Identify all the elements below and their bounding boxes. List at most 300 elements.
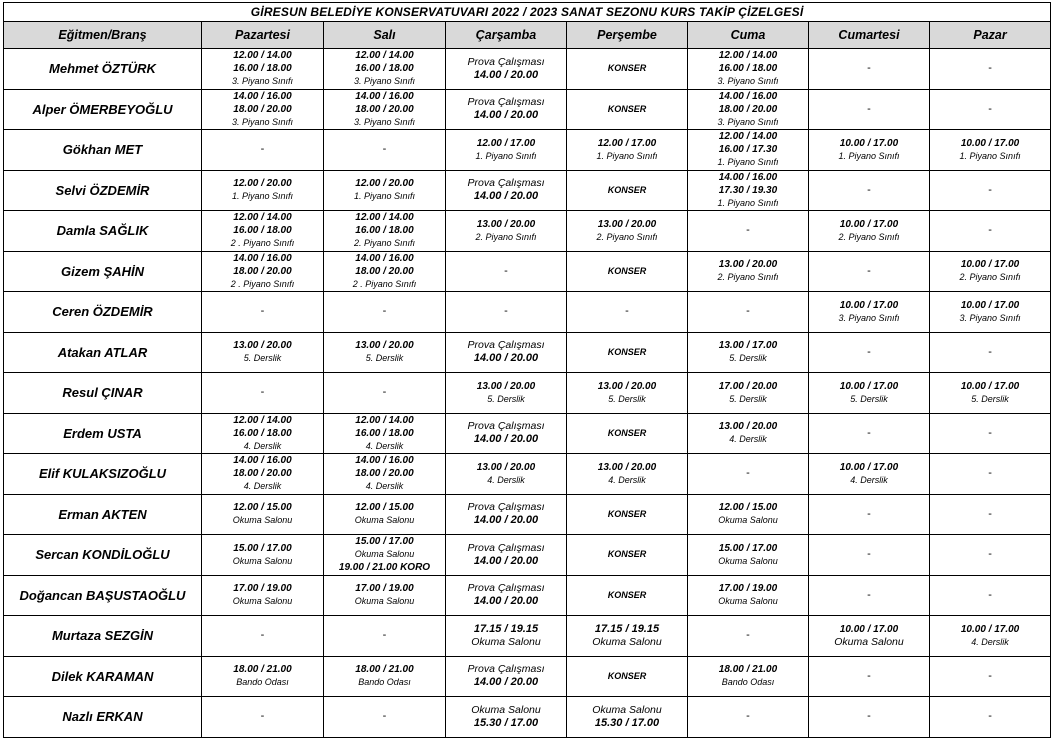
cell-line: 13.00 / 20.00	[718, 421, 778, 433]
cell-line: Okuma Salonu	[718, 555, 778, 566]
cell-line: 10.00 / 17.00	[839, 623, 899, 635]
schedule-cell	[202, 373, 324, 414]
schedule-cell	[324, 697, 446, 738]
schedule-cell	[567, 251, 688, 292]
cell-line: -	[382, 629, 387, 642]
cell-line: 16.00 / 18.00	[233, 225, 292, 237]
cell-line: 14.00 / 16.00	[233, 252, 292, 264]
cell-line: 14.00 / 20.00	[473, 68, 539, 81]
schedule-cell	[324, 130, 446, 171]
schedule-cell	[202, 251, 324, 292]
schedule-cell	[809, 49, 930, 90]
schedule-cell	[202, 454, 324, 495]
cell-line: 12.00 / 14.00	[355, 50, 414, 62]
schedule-cell	[809, 616, 930, 657]
schedule-cell	[688, 332, 809, 373]
cell-line: 17.15 / 19.15	[594, 622, 660, 635]
cell-line: 15.00 / 17.00	[718, 542, 778, 554]
cell-line: 2. Piyano Sınıfı	[717, 272, 779, 283]
schedule-cell	[567, 292, 688, 333]
cell-line: -	[867, 426, 871, 439]
schedule-cell	[930, 535, 1051, 576]
cell-line: KONSER	[607, 63, 647, 74]
cell-line: 5. Derslik	[243, 353, 282, 364]
schedule-cell	[202, 292, 324, 333]
cell-line: -	[988, 710, 992, 723]
schedule-cell	[809, 292, 930, 333]
cell-line: 12.00 / 14.00	[233, 212, 292, 224]
schedule-cell	[202, 656, 324, 697]
cell-line: Okuma Salonu	[354, 549, 415, 560]
cell-line: 13.00 / 20.00	[476, 380, 536, 392]
cell-line: 4. Derslik	[608, 474, 646, 485]
cell-line: Okuma Salonu	[354, 596, 415, 607]
cell-line: 2. Piyano Sınıfı	[353, 238, 416, 249]
header-cell: Cuma	[688, 22, 809, 49]
instructor-name: Resul ÇINAR	[4, 373, 202, 414]
table-row	[4, 575, 1051, 616]
cell-line: -	[260, 386, 265, 399]
schedule-cell	[930, 332, 1051, 373]
schedule-cell	[930, 373, 1051, 414]
schedule-cell	[567, 89, 688, 130]
cell-line: 10.00 / 17.00	[960, 137, 1020, 149]
cell-line: 2. Piyano Sınıfı	[959, 272, 1021, 283]
schedule-cell	[688, 494, 809, 535]
cell-line: 3. Piyano Sınıfı	[231, 116, 294, 127]
cell-line: 12.00 / 14.00	[233, 50, 292, 62]
cell-line: -	[867, 183, 871, 196]
cell-line: Prova Çalışması	[467, 663, 545, 676]
cell-line: Prova Çalışması	[467, 501, 545, 514]
cell-line: 16.00 / 18.00	[233, 427, 292, 439]
cell-line: 10.00 / 17.00	[960, 380, 1020, 392]
cell-line: 3. Piyano Sınıfı	[838, 312, 900, 323]
cell-line: 3. Piyano Sınıfı	[231, 76, 294, 87]
cell-line: -	[988, 183, 992, 196]
cell-line: -	[382, 143, 387, 156]
cell-line: -	[867, 548, 871, 561]
cell-line: 13.00 / 17.00	[718, 340, 778, 352]
cell-line: 4. Derslik	[243, 440, 282, 451]
schedule-cell	[324, 373, 446, 414]
cell-line: -	[867, 102, 871, 115]
cell-line: 14.00 / 16.00	[233, 455, 292, 467]
schedule-cell	[809, 413, 930, 454]
cell-line: 13.00 / 20.00	[597, 218, 657, 230]
cell-line: 17.00 / 19.00	[355, 583, 414, 595]
header-cell: Salı	[324, 22, 446, 49]
cell-line: 14.00 / 20.00	[473, 109, 539, 122]
header-cell: Cumartesi	[809, 22, 930, 49]
instructor-name: Gizem ŞAHİN	[4, 251, 202, 292]
cell-line: -	[988, 467, 992, 480]
schedule-cell	[446, 373, 567, 414]
cell-line: 12.00 / 15.00	[355, 502, 414, 514]
schedule-cell	[688, 170, 809, 211]
table-row	[4, 454, 1051, 495]
schedule-cell	[688, 130, 809, 171]
cell-line: Okuma Salonu	[232, 515, 293, 526]
schedule-cell	[324, 413, 446, 454]
schedule-cell	[930, 616, 1051, 657]
cell-line: -	[988, 588, 992, 601]
cell-line: 18.00 / 20.00	[355, 265, 414, 277]
cell-line: 4. Derslik	[850, 474, 888, 485]
table-row	[4, 332, 1051, 373]
cell-line: -	[382, 710, 387, 723]
cell-line: 18.00 / 20.00	[718, 103, 778, 115]
cell-line: -	[988, 426, 992, 439]
cell-line: 16.00 / 18.00	[355, 427, 414, 439]
instructor-name: Erdem USTA	[4, 413, 202, 454]
instructor-name: Dilek KARAMAN	[4, 656, 202, 697]
cell-line: 4. Derslik	[365, 481, 404, 492]
cell-line: 18.00 / 20.00	[355, 468, 414, 480]
cell-line: -	[988, 507, 992, 520]
cell-line: KONSER	[607, 670, 647, 681]
instructor-name: Murtaza SEZGİN	[4, 616, 202, 657]
cell-line: 14.00 / 20.00	[473, 190, 539, 203]
schedule-cell	[688, 656, 809, 697]
header-cell: Pazar	[930, 22, 1051, 49]
schedule-cell	[567, 697, 688, 738]
instructor-name: Erman AKTEN	[4, 494, 202, 535]
cell-line: 12.00 / 20.00	[355, 178, 414, 190]
cell-line: 14.00 / 20.00	[473, 514, 539, 527]
cell-line: 2 . Piyano Sınıfı	[352, 278, 417, 289]
cell-line: 18.00 / 20.00	[233, 103, 292, 115]
instructor-name: Ceren ÖZDEMİR	[4, 292, 202, 333]
cell-line: -	[625, 305, 629, 318]
schedule-cell	[446, 49, 567, 90]
schedule-cell	[930, 454, 1051, 495]
schedule-cell	[202, 413, 324, 454]
header-cell: Perşembe	[567, 22, 688, 49]
instructor-name: Atakan ATLAR	[4, 332, 202, 373]
cell-line: Okuma Salonu	[232, 555, 293, 566]
cell-line: KONSER	[607, 549, 647, 560]
schedule-cell	[809, 454, 930, 495]
cell-line: Prova Çalışması	[467, 55, 545, 68]
cell-line: 5. Derslik	[365, 353, 404, 364]
schedule-cell	[202, 494, 324, 535]
cell-line: -	[988, 62, 992, 75]
schedule-cell	[324, 535, 446, 576]
cell-line: 13.00 / 20.00	[597, 461, 657, 473]
cell-line: 4. Derslik	[243, 481, 282, 492]
schedule-cell	[688, 251, 809, 292]
schedule-cell	[809, 697, 930, 738]
schedule-cell	[930, 494, 1051, 535]
cell-line: 2. Piyano Sınıfı	[838, 231, 900, 242]
schedule-cell	[202, 49, 324, 90]
schedule-cell	[567, 332, 688, 373]
schedule-cell	[324, 49, 446, 90]
schedule-cell	[567, 413, 688, 454]
schedule-cell	[809, 332, 930, 373]
schedule-cell	[809, 211, 930, 252]
schedule-cell	[567, 211, 688, 252]
cell-line: 17.15 / 19.15	[473, 622, 539, 635]
header-cell: Pazartesi	[202, 22, 324, 49]
cell-line: 3. Piyano Sınıfı	[717, 76, 779, 87]
cell-line: -	[988, 669, 992, 682]
cell-line: -	[382, 305, 387, 318]
cell-line: 4. Derslik	[971, 636, 1009, 647]
schedule-cell	[809, 170, 930, 211]
cell-line: 17.00 / 19.00	[718, 583, 778, 595]
cell-line: 12.00 / 15.00	[718, 502, 778, 514]
schedule-cell	[446, 130, 567, 171]
schedule-cell	[809, 89, 930, 130]
table-row	[4, 170, 1051, 211]
cell-line: 16.00 / 18.00	[233, 63, 292, 75]
cell-line: 4. Derslik	[487, 474, 525, 485]
schedule-cell	[324, 211, 446, 252]
schedule-cell	[446, 251, 567, 292]
cell-line: 12.00 / 20.00	[233, 178, 292, 190]
table-row	[4, 211, 1051, 252]
cell-line: 2. Piyano Sınıfı	[475, 231, 537, 242]
cell-line: 3. Piyano Sınıfı	[353, 76, 416, 87]
cell-line: 15.30 / 17.00	[473, 716, 539, 729]
schedule-cell	[446, 535, 567, 576]
cell-line: 10.00 / 17.00	[839, 218, 899, 230]
schedule-cell	[446, 494, 567, 535]
schedule-cell	[930, 292, 1051, 333]
cell-line: 13.00 / 20.00	[233, 340, 292, 352]
table-row	[4, 413, 1051, 454]
cell-line: 14.00 / 20.00	[473, 595, 539, 608]
cell-line: 5. Derslik	[487, 393, 525, 404]
instructor-name: Sercan KONDİLOĞLU	[4, 535, 202, 576]
cell-line: Bando Odası	[358, 677, 411, 688]
cell-line: 12.00 / 17.00	[476, 137, 536, 149]
cell-line: Okuma Salonu	[592, 635, 662, 648]
schedule-cell	[446, 454, 567, 495]
cell-line: 5. Derslik	[850, 393, 888, 404]
sheet-title: GİRESUN BELEDİYE KONSERVATUVARI 2022 / 2023 SANAT SEZONU KURS TAKİP ÇİZELGESİ	[4, 3, 1051, 22]
schedule-cell	[688, 211, 809, 252]
cell-line: Okuma Salonu	[354, 515, 415, 526]
cell-line: 2 . Piyano Sınıfı	[230, 278, 295, 289]
cell-line: 14.00 / 16.00	[233, 90, 292, 102]
schedule-cell	[446, 616, 567, 657]
schedule-cell	[202, 170, 324, 211]
schedule-cell	[688, 49, 809, 90]
cell-line: 5. Derslik	[729, 353, 767, 364]
cell-line: 10.00 / 17.00	[960, 299, 1020, 311]
schedule-cell	[930, 575, 1051, 616]
schedule-cell	[324, 575, 446, 616]
cell-line: Okuma Salonu	[471, 703, 541, 716]
cell-line: 10.00 / 17.00	[839, 461, 899, 473]
schedule-cell	[567, 454, 688, 495]
cell-line: 10.00 / 17.00	[839, 137, 899, 149]
schedule-cell	[930, 251, 1051, 292]
cell-line: 4. Derslik	[729, 434, 767, 445]
schedule-cell	[324, 494, 446, 535]
cell-line: 14.00 / 20.00	[473, 676, 539, 689]
schedule-cell	[688, 697, 809, 738]
cell-line: 16.00 / 18.00	[355, 225, 414, 237]
cell-line: Prova Çalışması	[467, 541, 545, 554]
schedule-cell	[688, 292, 809, 333]
cell-line: -	[260, 629, 265, 642]
schedule-cell	[567, 130, 688, 171]
cell-line: 18.00 / 21.00	[233, 664, 292, 676]
schedule-cell	[324, 89, 446, 130]
cell-line: 17.00 / 20.00	[718, 380, 778, 392]
schedule-cell	[688, 616, 809, 657]
header-cell: Eğitmen/Branş	[4, 22, 202, 49]
cell-line: 5. Derslik	[608, 393, 646, 404]
instructor-name: Damla SAĞLIK	[4, 211, 202, 252]
cell-line: 12.00 / 14.00	[718, 50, 778, 62]
cell-line: Prova Çalışması	[467, 420, 545, 433]
instructor-name: Nazlı ERKAN	[4, 697, 202, 738]
cell-line: 12.00 / 14.00	[233, 414, 292, 426]
schedule-cell	[324, 616, 446, 657]
schedule-cell	[567, 575, 688, 616]
cell-line: Bando Odası	[236, 677, 289, 688]
schedule-cell	[202, 332, 324, 373]
schedule-cell	[446, 170, 567, 211]
cell-line: 3. Piyano Sınıfı	[959, 312, 1021, 323]
cell-line: -	[260, 305, 265, 318]
cell-line: 18.00 / 21.00	[355, 664, 414, 676]
schedule-sheet	[3, 2, 1051, 738]
table-row	[4, 494, 1051, 535]
cell-line: 1. Piyano Sınıfı	[959, 150, 1021, 161]
cell-line: -	[746, 305, 750, 318]
cell-line: 1. Piyano Sınıfı	[231, 191, 294, 202]
schedule-cell	[567, 373, 688, 414]
cell-line: 5. Derslik	[729, 393, 767, 404]
cell-line: 4. Derslik	[365, 440, 404, 451]
cell-line: -	[746, 224, 750, 237]
cell-line: 14.00 / 16.00	[355, 90, 414, 102]
cell-line: -	[504, 264, 508, 277]
cell-line: -	[382, 386, 387, 399]
cell-line: 18.00 / 20.00	[355, 103, 414, 115]
schedule-cell	[567, 616, 688, 657]
schedule-cell	[202, 130, 324, 171]
cell-line: 15.00 / 17.00	[233, 542, 292, 554]
schedule-cell	[446, 89, 567, 130]
cell-line: 15.30 / 17.00	[594, 716, 660, 729]
cell-line: 13.00 / 20.00	[718, 259, 778, 271]
schedule-cell	[930, 49, 1051, 90]
table-row	[4, 373, 1051, 414]
cell-line: -	[867, 345, 871, 358]
schedule-cell	[202, 211, 324, 252]
schedule-cell	[930, 89, 1051, 130]
cell-line: Prova Çalışması	[467, 96, 545, 109]
schedule-cell	[446, 413, 567, 454]
cell-line: 2. Piyano Sınıfı	[596, 231, 658, 242]
cell-line: 15.00 / 17.00	[355, 536, 414, 548]
table-row	[4, 49, 1051, 90]
schedule-cell	[809, 373, 930, 414]
cell-line: Prova Çalışması	[467, 177, 545, 190]
cell-line: 12.00 / 14.00	[718, 131, 778, 143]
cell-line: 1. Piyano Sınıfı	[717, 197, 779, 208]
cell-line: -	[504, 305, 508, 318]
cell-line: Bando Odası	[721, 677, 775, 688]
schedule-cell	[202, 89, 324, 130]
cell-line: -	[260, 710, 265, 723]
schedule-cell	[567, 49, 688, 90]
schedule-table	[3, 2, 1051, 738]
table-row	[4, 535, 1051, 576]
cell-line: KONSER	[607, 427, 647, 438]
schedule-cell	[688, 373, 809, 414]
cell-line: Okuma Salonu	[232, 596, 293, 607]
cell-line: 12.00 / 17.00	[597, 137, 657, 149]
cell-line: Okuma Salonu	[471, 635, 541, 648]
schedule-cell	[930, 413, 1051, 454]
schedule-cell	[930, 656, 1051, 697]
cell-line: -	[867, 588, 871, 601]
cell-line: 14.00 / 20.00	[473, 352, 539, 365]
schedule-cell	[688, 454, 809, 495]
schedule-cell	[930, 211, 1051, 252]
instructor-name: Selvi ÖZDEMİR	[4, 170, 202, 211]
cell-line: KONSER	[607, 589, 647, 600]
schedule-cell	[809, 251, 930, 292]
cell-line: 3. Piyano Sınıfı	[717, 116, 779, 127]
schedule-cell	[324, 292, 446, 333]
schedule-cell	[324, 454, 446, 495]
cell-line: 14.00 / 16.00	[718, 90, 778, 102]
cell-line: -	[988, 345, 992, 358]
cell-line: -	[867, 62, 871, 75]
cell-line: 12.00 / 14.00	[355, 212, 414, 224]
instructor-name: Alper ÖMERBEYOĞLU	[4, 89, 202, 130]
instructor-name: Elif KULAKSIZOĞLU	[4, 454, 202, 495]
schedule-cell	[202, 575, 324, 616]
cell-line: -	[746, 467, 750, 480]
cell-line: 17.00 / 19.00	[233, 583, 292, 595]
table-row	[4, 130, 1051, 171]
cell-line: Okuma Salonu	[592, 703, 662, 716]
cell-line: 5. Derslik	[971, 393, 1009, 404]
cell-line: Okuma Salonu	[834, 635, 904, 648]
cell-line: 13.00 / 20.00	[476, 461, 536, 473]
cell-line: 16.00 / 18.00	[718, 63, 778, 75]
schedule-cell	[324, 332, 446, 373]
cell-line: 1. Piyano Sınıfı	[353, 191, 416, 202]
header-cell: Çarşamba	[446, 22, 567, 49]
cell-line: KONSER	[607, 265, 647, 276]
cell-line: 14.00 / 20.00	[473, 554, 539, 567]
table-row	[4, 251, 1051, 292]
schedule-cell	[809, 130, 930, 171]
cell-line: KONSER	[607, 184, 647, 195]
table-row	[4, 697, 1051, 738]
cell-line: -	[988, 102, 992, 115]
cell-line: -	[867, 264, 871, 277]
schedule-cell	[202, 616, 324, 657]
cell-line: -	[746, 710, 750, 723]
cell-line: 18.00 / 20.00	[233, 468, 292, 480]
cell-line: -	[867, 710, 871, 723]
schedule-cell	[567, 170, 688, 211]
cell-line: -	[746, 629, 750, 642]
schedule-cell	[324, 170, 446, 211]
